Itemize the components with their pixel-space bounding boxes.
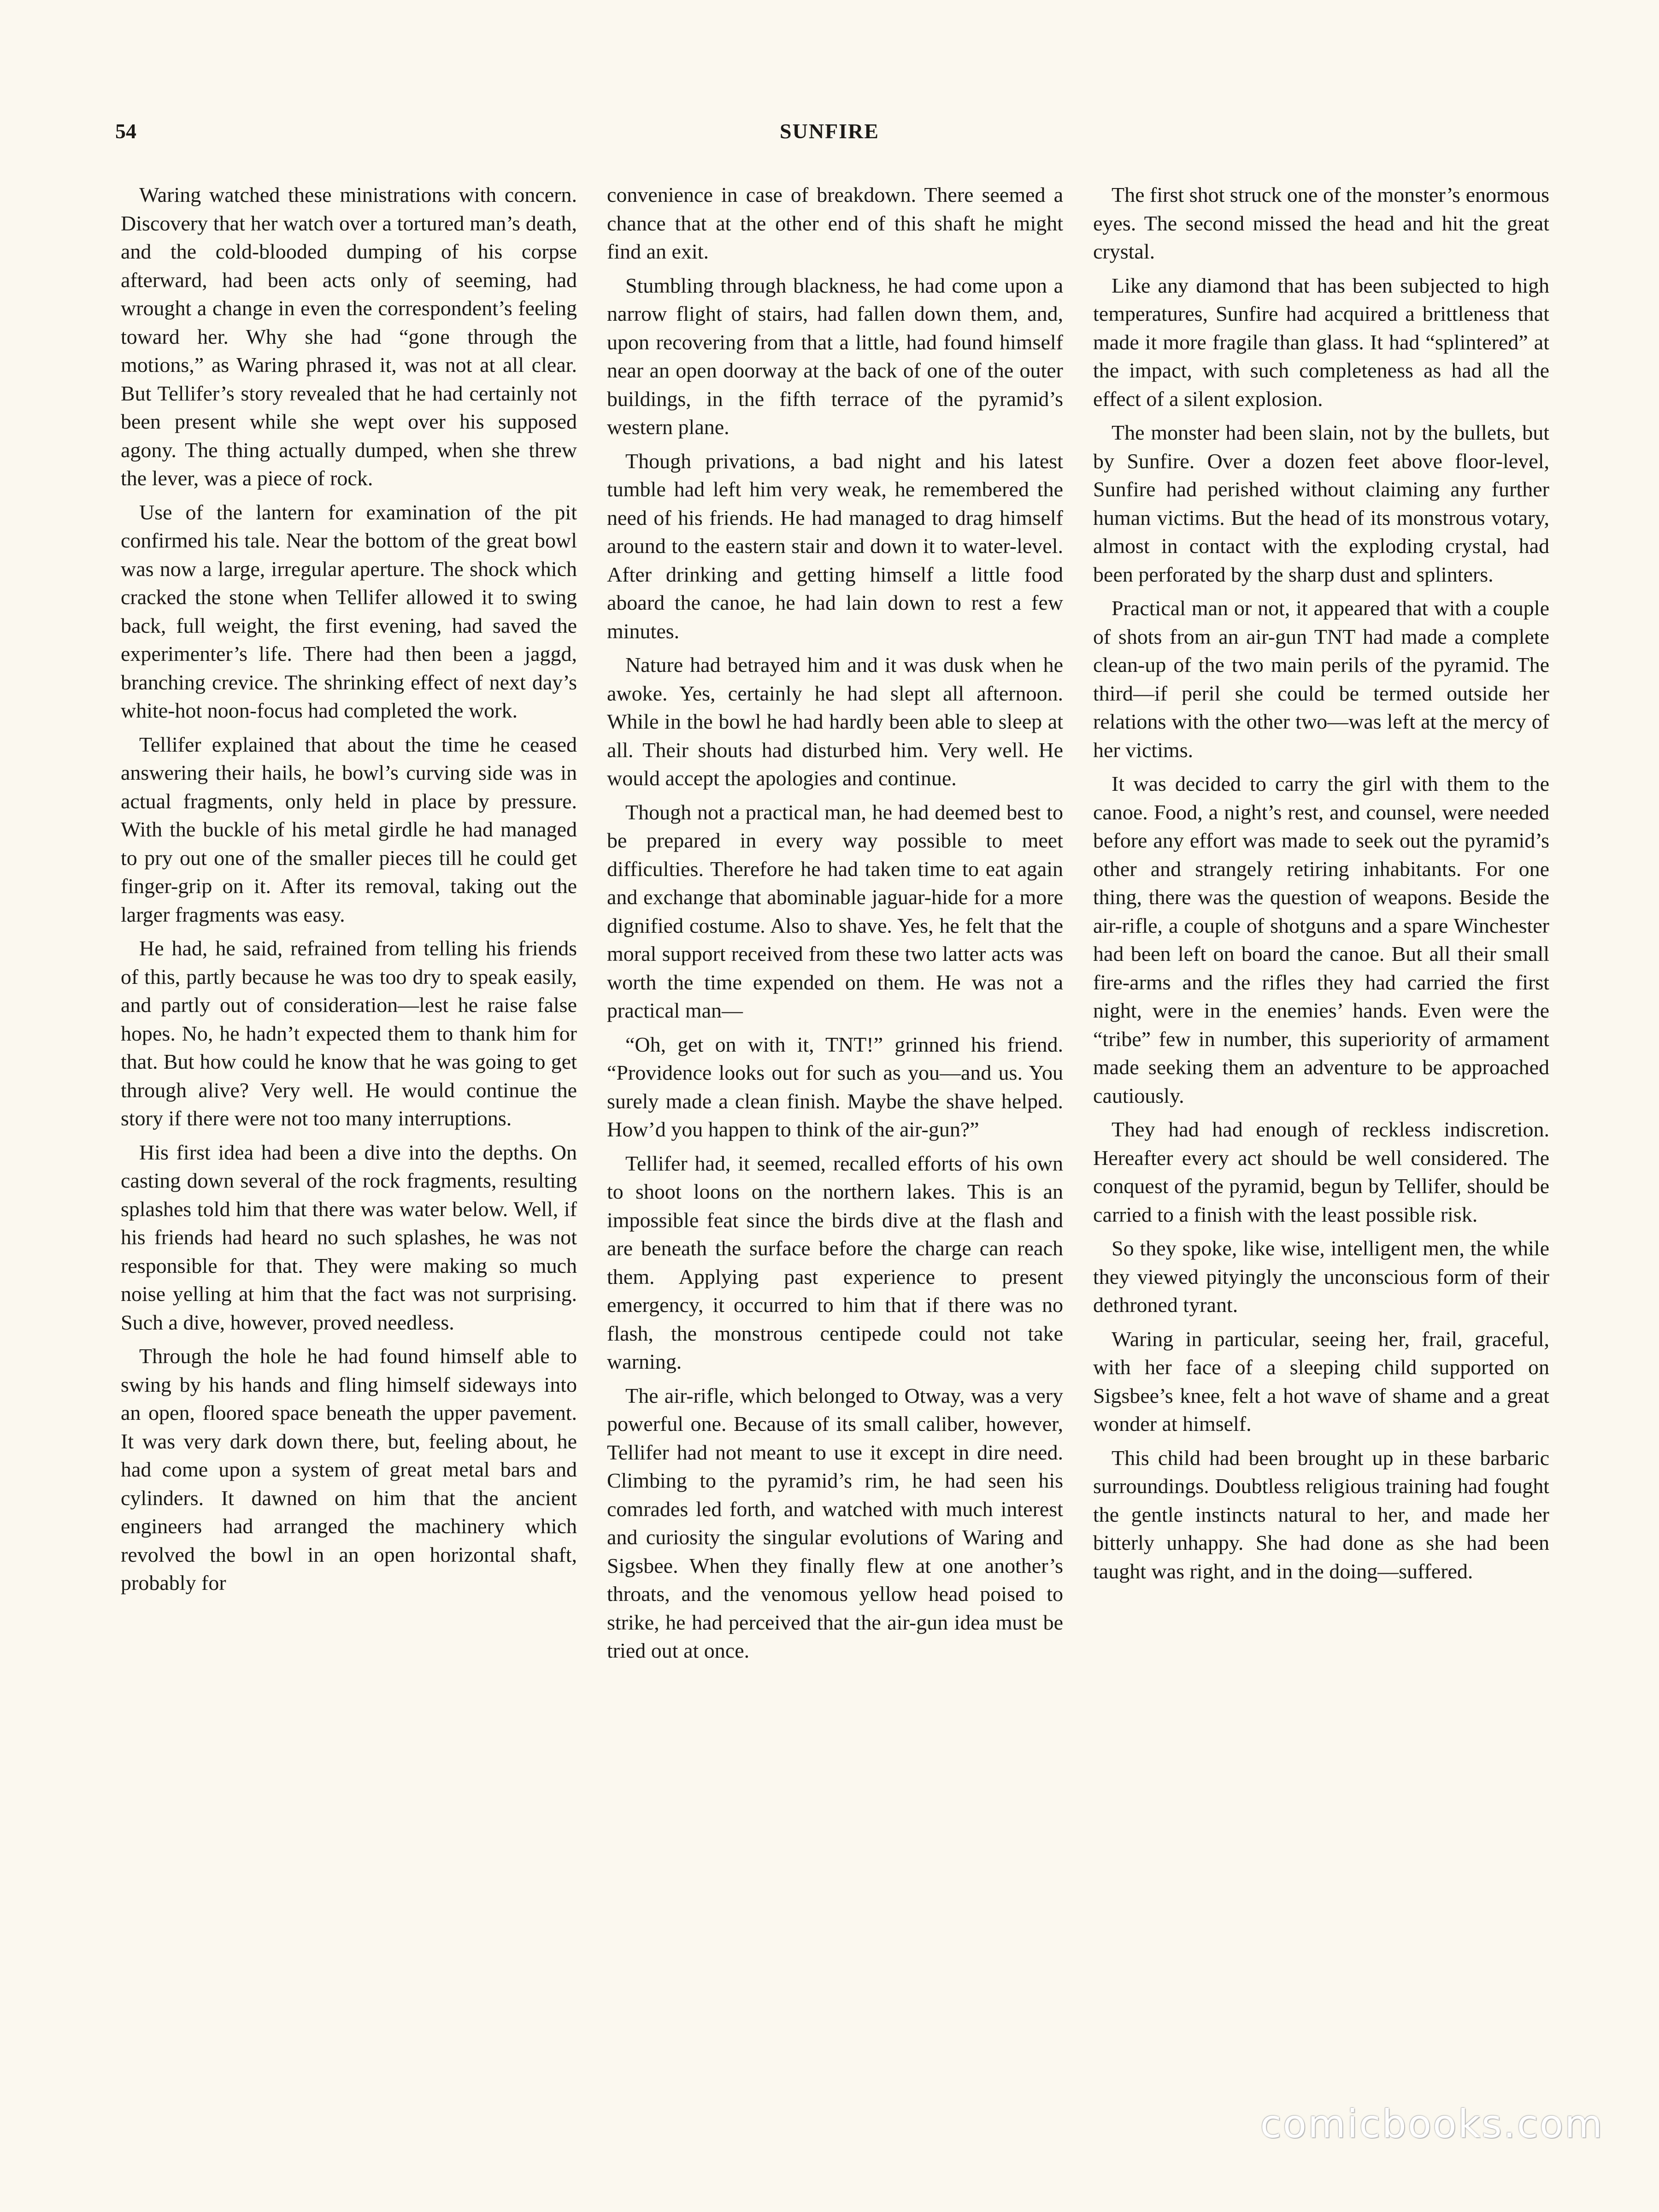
paragraph: Tellifer explained that about the time he ceased answering their hails, he bowl’s curving side was in actual fragments, only held in place by pressure. With the buckle of his metal girdle he had managed to pry out one of the smaller pieces till he could get finger-grip on it. After its removal, taking out the larger fragments was easy. [121,732,577,926]
paragraph: He had, he said, refrained from telling his friends of this, partly because he was too dry to speak easily, and partly out of consideration—lest he raise false hopes. No, he hadn’t expected them to thank him for that. But how could he know that he was going to get through alive? Very well. He would continue the story if there were not too many interruptions. [121,936,577,1130]
column-3 [1093,181,1549,2093]
paragraph: Like any diamond that has been subjected to high temperatures, Sunfire had acquired a brittleness that made it more fragile than glass. It had “splintered” at the impact, with such completeness as had all the effect of a silent explosion. [1093,273,1549,411]
paragraph: The air-rifle, which belonged to Otway, was a very powerful one. Because of its small caliber, however, Tellifer had not meant to use it except in dire need. Climbing to the pyramid’s rim, he had seen his comrades led forth, and watched with much interest and curiosity the singular evolutions of Waring and Sigsbee. When they finally flew at one another’s throats, and the venomous yellow head poised to strike, he had perceived that the air-gun idea must be tried out at once. [607,1383,1063,1662]
paragraph: They had had enough of reckless indiscretion. Hereafter every act should be well considered. The conquest of the pyramid, begun by Tellifer, should be carried to a finish with the least possible risk. [1093,1118,1549,1226]
page-number: 54 [115,119,136,143]
paragraph: Tellifer had, it seemed, recalled efforts of his own to shoot loons on the northern lakes. This is an impossible feat since the birds dive at the flash and are beneath the surface before the charge can reach them. Applying past experience to present emergency, it occurred to him that if there was no flash, the monstrous centipede could not take warning. [607,1151,1063,1373]
paragraph: Use of the lantern for examination of the pit confirmed his tale. Near the bottom of the great bowl was now a large, irregular aperture. The shock which cracked the stone when Tellifer allowed it to swing back, full weight, the first evening, had saved the experimenter’s life. There had then been a jaggd, branching crevice. The shrinking effect of next day’s white-hot noon-focus had completed the work. [121,500,577,722]
running-title: SUNFIRE [780,119,879,143]
column-2 [607,181,1063,2093]
article-body [121,181,1549,2093]
paragraph: So they spoke, like wise, intelligent men, the while they viewed pityingly the unconscious form of their dethroned tyrant. [1093,1236,1549,1317]
paragraph: The monster had been slain, not by the bullets, but by Sunfire. Over a dozen feet above floor-level, Sunfire had perished without claiming any further human victims. But the head of its monstrous votary, almost in contact with the exploding crystal, had been perforated by the sharp dust and splinters. [1093,421,1549,586]
paragraph: Practical man or not, it appeared that with a couple of shots from an air-gun TNT had made a complete clean-up of the two main perils of the pyramid. The third—if peril she could be termed outside her relations with the other two—was left at the mercy of her victims. [1093,596,1549,762]
paragraph: Nature had betrayed him and it was dusk when he awoke. Yes, certainly he had slept all afternoon. While in the bowl he had hardly been able to sleep at all. Their shouts had disturbed him. Very well. He would accept the apologies and continue. [607,653,1063,790]
site-watermark: comicbooks.com [1260,2101,1604,2147]
paragraph: Through the hole he had found himself able to swing by his hands and fling himself sideways into an open, floored space beneath the upper pavement. It was very dark down there, but, feeling about, he had come upon a system of great metal bars and cylinders. It dawned on him that the ancient engineers had arranged the machinery which revolved the bowl in an open horizontal shaft, probably for [121,1344,577,1594]
paragraph: Though not a practical man, he had deemed best to be prepared in every way possible to meet difficulties. Therefore he had taken time to eat again and exchange that abominable jaguar-hide for a more dignified costume. Also to shave. Yes, he felt that the moral support received from these two latter acts was worth the time expended on them. He was not a practical man— [607,800,1063,1022]
paragraph: “Oh, get on with it, TNT!” grinned his friend. “Providence looks out for such as you—and us. You surely made a clean finish. Maybe the shave helped. How’d you happen to think of the air-gun?” [607,1032,1063,1141]
paragraph: The first shot struck one of the monster’s enormous eyes. The second missed the head and hit the great crystal. [1093,183,1549,263]
paragraph-continued: convenience in case of breakdown. There seemed a chance that at the other end of this shaft he might find an exit. [607,183,1063,263]
paragraph: Waring watched these ministrations with concern. Discovery that her watch over a tortured man’s death, and the cold-blooded dumping of his corpse afterward, had been acts only of seeming, had wrought a change in even the correspondent’s feeling toward her. Why she had “gone through the motions,” as Waring phrased it, was not at all clear. But Tellifer’s story revealed that he had certainly not been present while she wept over his supposed agony. The thing actually dumped, when she threw the lever, was a piece of rock. [121,183,577,490]
paragraph: Stumbling through blackness, he had come upon a narrow flight of stairs, had fallen down them, and, upon recovering from that a little, had found himself near an open doorway at the back of one of the outer buildings, in the fifth terrace of the pyramid’s western plane. [607,273,1063,439]
paragraph: His first idea had been a dive into the depths. On casting down several of the rock fragments, resulting splashes told him that there was water below. Well, if his friends had heard no such splashes, he was not responsible for that. They were making so much noise yelling at him that the fact was not surprising. Such a dive, however, proved needless. [121,1140,577,1334]
paragraph: It was decided to carry the girl with them to the canoe. Food, a night’s rest, and counsel, were needed before any effort was made to seek out the pyramid’s other and strangely retiring inhabitants. For one thing, there was the question of weapons. Beside the air-rifle, a couple of shotguns and a spare Winchester had been left on board the canoe. But all their small fire-arms and the rifles they had carried the first night, were in the enemies’ hands. Even were the “tribe” few in number, this superiority of armament made seeking them an adventure to be approached cautiously. [1093,772,1549,1107]
paragraph: Though privations, a bad night and his latest tumble had left him very weak, he remembered the need of his friends. He had managed to drag himself around to the eastern stair and down it to water-level. After drinking and getting himself a little food aboard the canoe, he had lain down to rest a few minutes. [607,449,1063,643]
column-1 [121,181,577,2093]
paragraph: Waring in particular, seeing her, frail, graceful, with her face of a sleeping child supported on Sigsbee’s knee, felt a hot wave of shame and a great wonder at himself. [1093,1327,1549,1435]
paragraph: This child had been brought up in these barbaric surroundings. Doubtless religious training had fought the gentle instincts natural to her, and made her bitterly unhappy. She had done as she had been taught was right, and in the doing—suffered. [1093,1446,1549,1583]
